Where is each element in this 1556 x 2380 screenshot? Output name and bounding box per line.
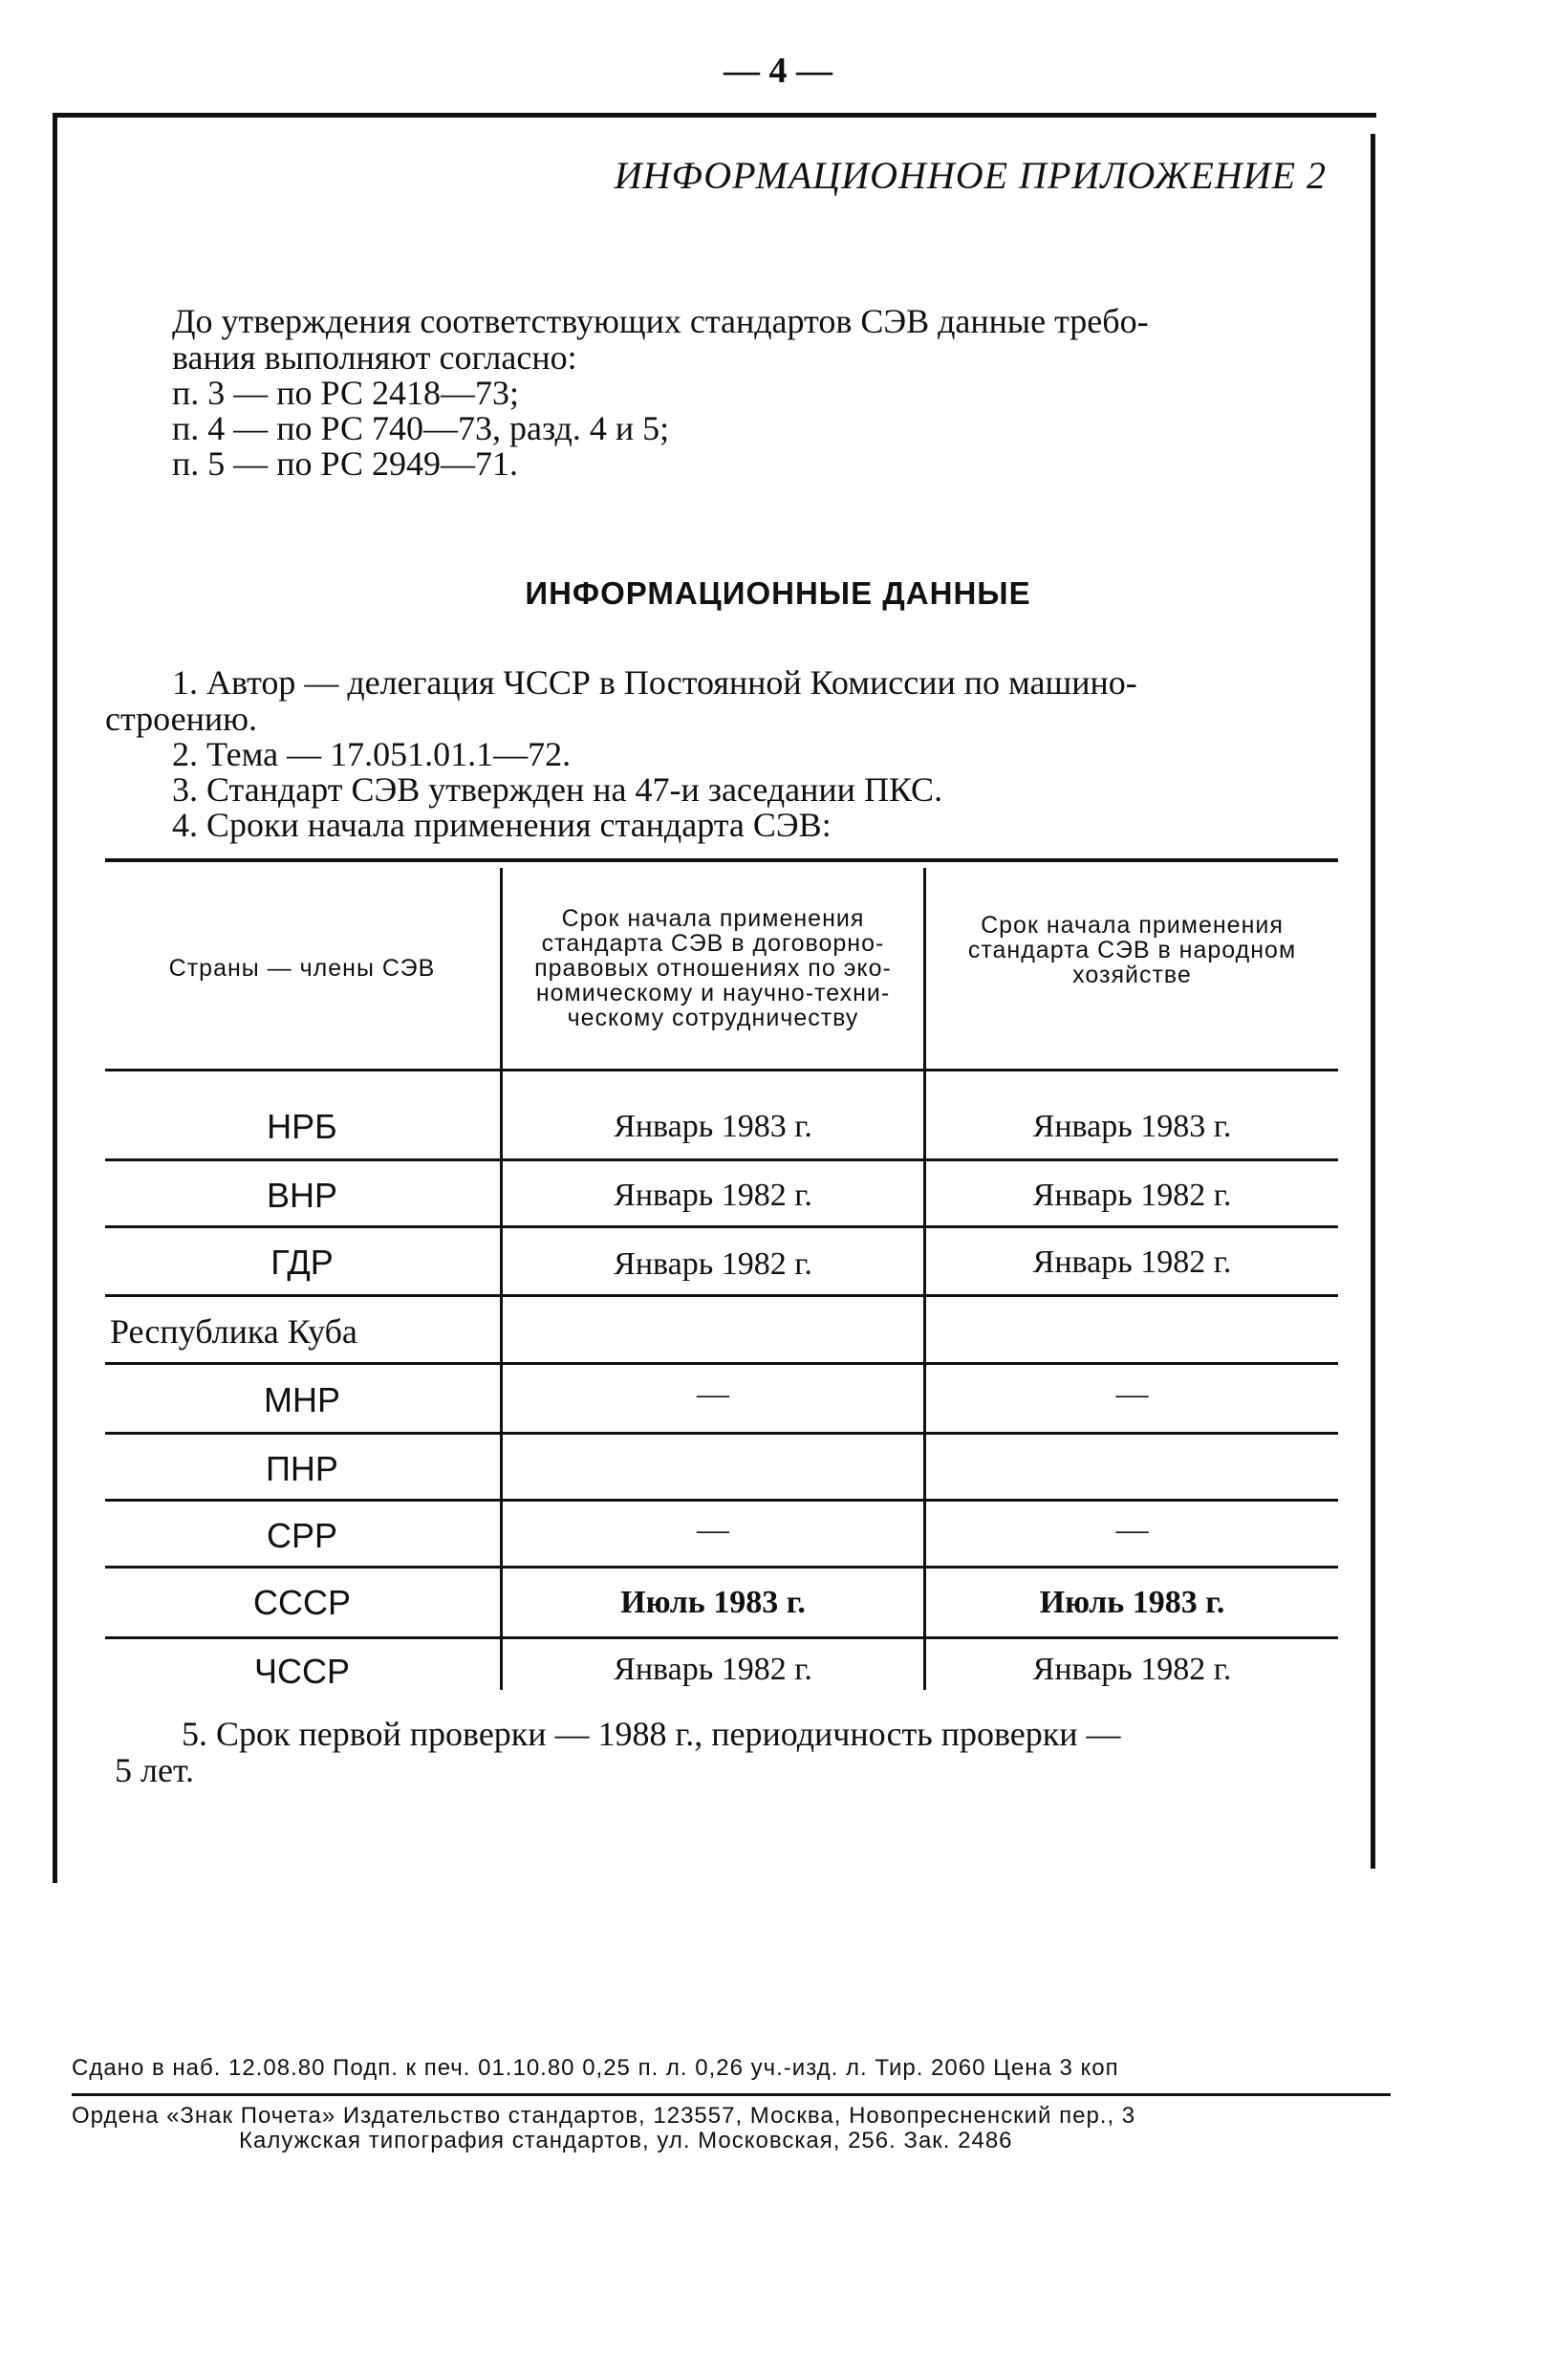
table-top-rule	[105, 858, 1338, 862]
header-country: Страны — члены СЭВ	[168, 955, 436, 982]
row-economy-date: Январь 1982 г.	[1032, 1244, 1232, 1280]
info-line-author: 1. Автор — делегация ЧССР в Постоянной Комиссии по машино-	[172, 663, 1137, 702]
row-contract-date: Январь 1983 г.	[614, 1109, 812, 1144]
row-economy-date: Январь 1982 г.	[1032, 1652, 1232, 1687]
header-line: хозяйстве	[1072, 962, 1192, 988]
header-line: Срок начала применения	[981, 912, 1284, 939]
appendix-title: ИНФОРМАЦИОННОЕ ПРИЛОЖЕНИЕ 2	[614, 154, 1327, 197]
row-contract-date: —	[697, 1512, 729, 1547]
row-rule	[105, 1294, 1338, 1297]
header-line: правовых отношениях по эко-	[534, 955, 892, 982]
row-economy-date: Июль 1983 г.	[1039, 1585, 1225, 1620]
header-line: номическому и научно-техни-	[535, 980, 891, 1006]
header-contract-date	[503, 906, 923, 1030]
row-country: ГДР	[270, 1243, 334, 1282]
table-header-bottom-rule	[105, 1069, 1338, 1071]
header-line: стандарта СЭВ в народном	[967, 937, 1297, 963]
row-rule	[105, 1566, 1338, 1569]
row-country: Республика Куба	[110, 1312, 357, 1351]
page-number: — 4 —	[724, 51, 832, 91]
imprint-line-2: Ордена «Знак Почета» Издательство стандартов, 123557, Москва, Новопресненский пер., 3	[72, 2103, 1136, 2129]
header-line: Срок начала применения	[561, 905, 865, 932]
row-country: МНР	[264, 1380, 340, 1419]
row-economy-date: Январь 1982 г.	[1032, 1178, 1232, 1213]
row-country: ВНР	[266, 1176, 338, 1215]
row-rule	[105, 1158, 1338, 1161]
header-line: ческому сотрудничеству	[567, 1005, 859, 1031]
right-frame-rule	[1371, 134, 1375, 1869]
row-country: НРБ	[267, 1107, 337, 1146]
row-rule	[105, 1362, 1338, 1365]
row-rule	[105, 1225, 1338, 1228]
requirement-item: п. 5 — по РС 2949—71.	[172, 444, 519, 483]
row-contract-date: Январь 1982 г.	[614, 1246, 812, 1282]
imprint-line-1: Сдано в наб. 12.08.80 Подп. к печ. 01.10.80 0,25 п. л. 0,26 уч.-изд. л. Тир. 2060 Цена 3 коп	[72, 2055, 1119, 2081]
row-rule	[105, 1499, 1338, 1502]
intro-line-2: вания выполняют согласно:	[172, 338, 577, 377]
row-country: ПНР	[266, 1449, 338, 1488]
requirement-item: п. 4 — по РС 740—73, разд. 4 и 5;	[172, 409, 670, 447]
header-line: стандарта СЭВ в договорно-	[541, 930, 885, 957]
info-line-author-cont: строению.	[105, 700, 257, 738]
review-line-2: 5 лет.	[115, 1751, 194, 1789]
info-line-terms: 4. Сроки начала применения стандарта СЭВ:	[172, 806, 832, 844]
row-contract-date: Январь 1982 г.	[614, 1652, 812, 1687]
row-economy-date: —	[1115, 1376, 1149, 1412]
top-frame-rule	[53, 113, 1376, 118]
left-frame-rule	[53, 115, 57, 1883]
row-economy-date: —	[1115, 1512, 1149, 1547]
review-line-1: 5. Срок первой проверки — 1988 г., периодичность проверки —	[182, 1715, 1121, 1753]
row-economy-date: Январь 1983 г.	[1032, 1109, 1232, 1144]
info-heading: ИНФОРМАЦИОННЫЕ ДАННЫЕ	[525, 575, 1031, 611]
row-contract-date: Июль 1983 г.	[620, 1585, 806, 1620]
info-line-approval: 3. Стандарт СЭВ утвержден на 47-и заседании ПКС.	[172, 770, 943, 809]
imprint-rule	[72, 2093, 1391, 2096]
row-rule	[105, 1432, 1338, 1435]
requirement-item: п. 3 — по РС 2418—73;	[172, 374, 520, 412]
row-country: СССР	[252, 1583, 351, 1622]
row-contract-date: —	[697, 1376, 729, 1412]
row-country: СРР	[266, 1516, 338, 1555]
intro-line-1: До утверждения соответствующих стандартов СЭВ данные требо-	[172, 302, 1149, 340]
row-country: ЧССР	[253, 1652, 350, 1691]
imprint-line-3: Калужская типография стандартов, ул. Московская, 256. Зак. 2486	[239, 2128, 1013, 2153]
row-contract-date: Январь 1982 г.	[614, 1178, 812, 1213]
info-line-topic: 2. Тема — 17.051.01.1—72.	[172, 735, 572, 773]
header-economy-date	[926, 913, 1338, 987]
row-rule	[105, 1636, 1338, 1639]
